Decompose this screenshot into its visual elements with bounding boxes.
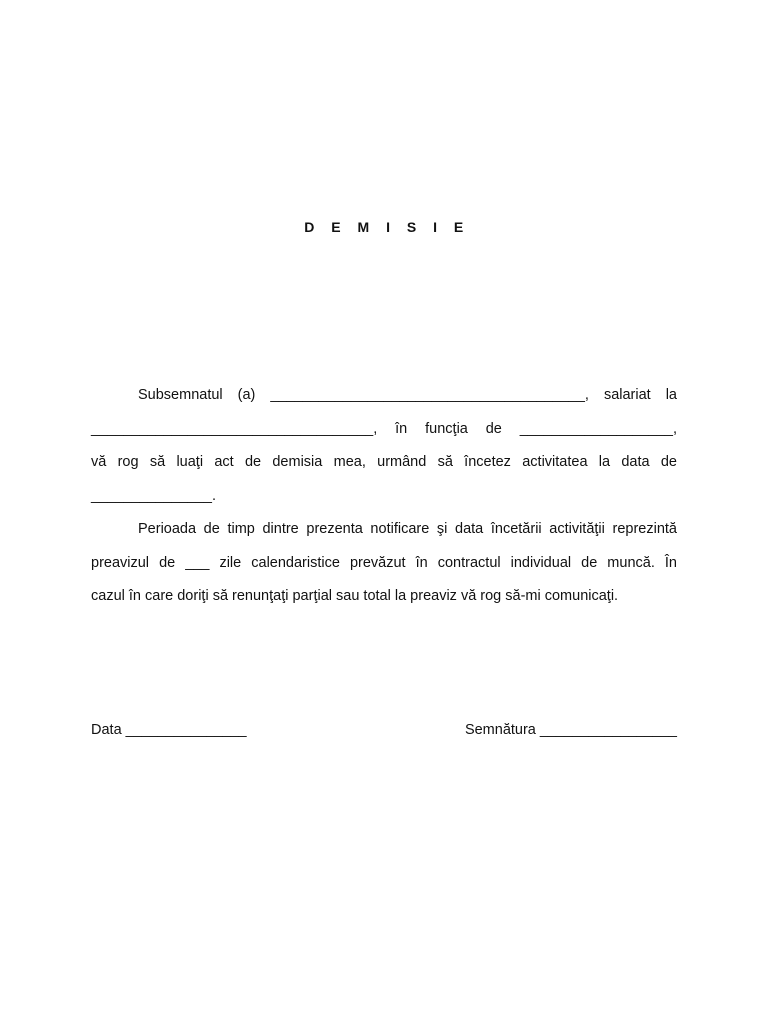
document-title: D E M I S I E (304, 219, 470, 235)
paragraph-line: vă rog să luaţi act de demisia mea, urmând să încetez activitatea la data de (91, 454, 677, 471)
paragraph-line: ___________________________________, în funcţia de ___________________, (91, 420, 677, 437)
paragraph-line: Subsemnatul (a) _______________________________________, salariat la (138, 387, 677, 403)
date-field: Data _______________ (91, 722, 247, 738)
paragraph-declaration (91, 379, 677, 513)
paragraph-notice-period (91, 513, 677, 614)
paragraph-line: Perioada de timp dintre prezenta notificare şi data încetării activităţii reprezintă (138, 521, 677, 537)
signature-field: Semnătura _________________ (464, 722, 677, 738)
paragraph-line: preavizul de ___ zile calendaristice prevăzut în contractul individual de muncă. În (91, 554, 677, 571)
paragraph-line: cazul în care doriţi să renunţaţi parţial sau total la preaviz vă rog să-mi comunicaţi. (91, 588, 619, 605)
paragraph-line: _______________. (91, 487, 216, 504)
